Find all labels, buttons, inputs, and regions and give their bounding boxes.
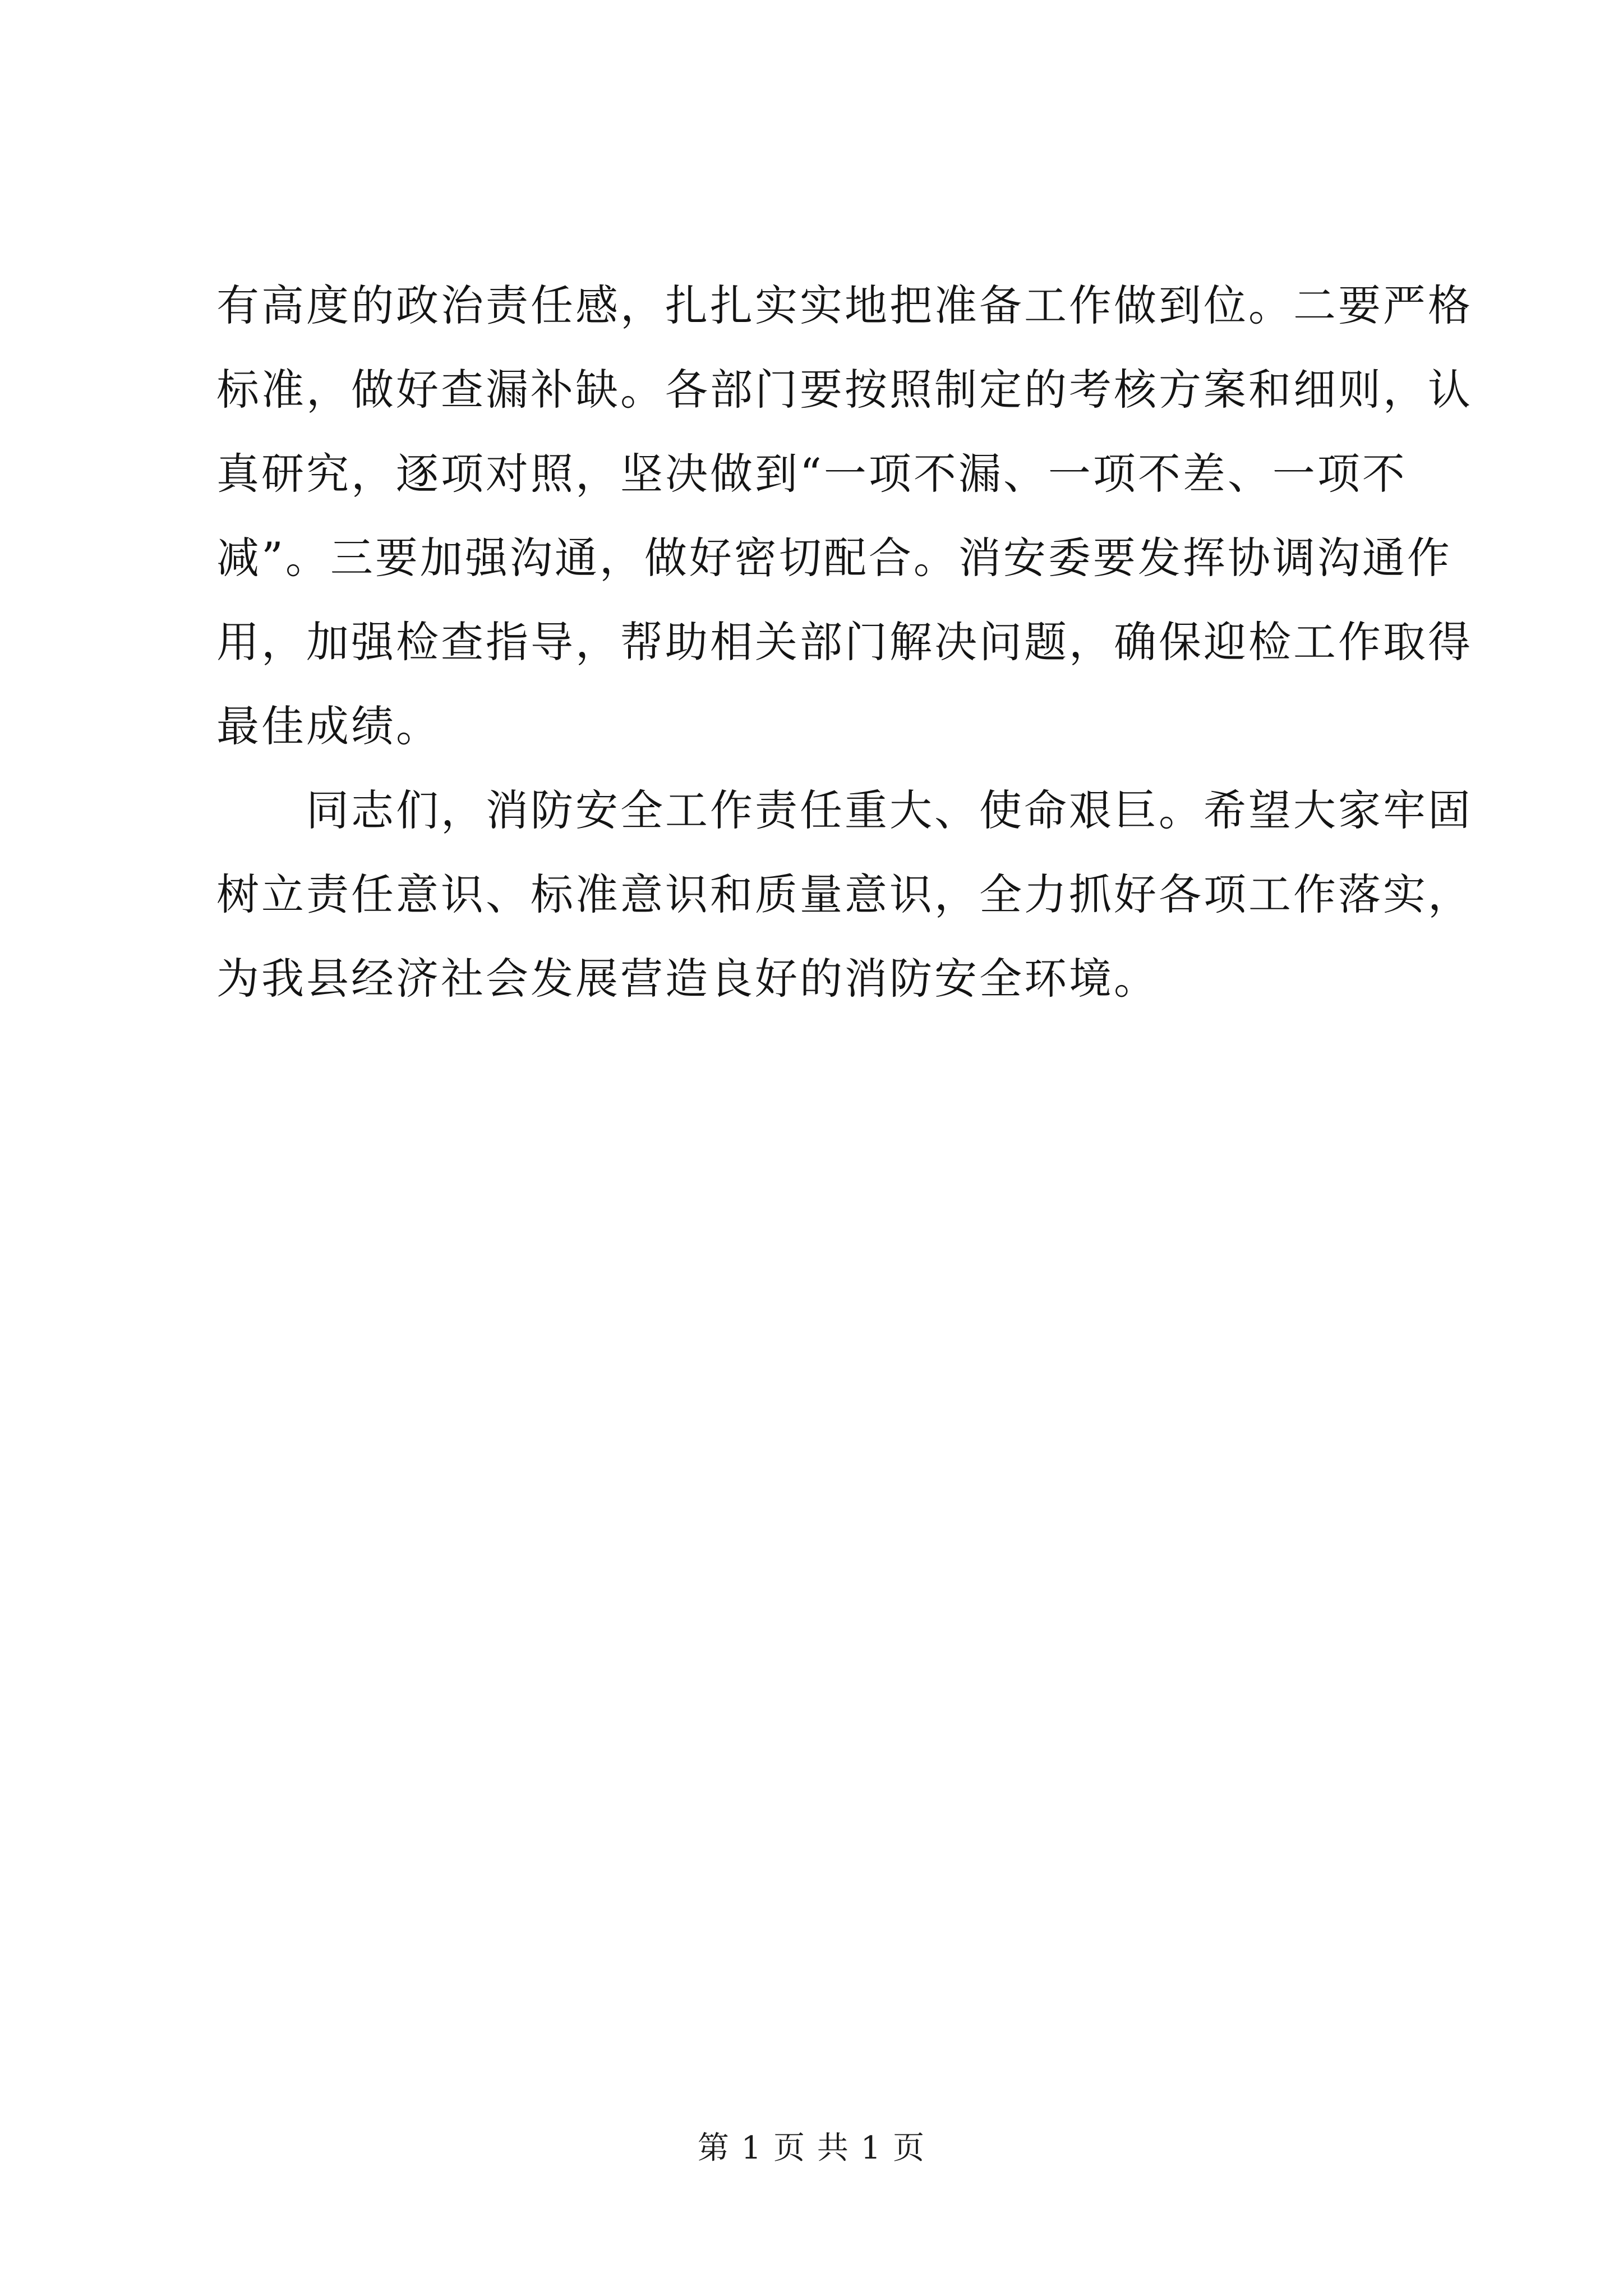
- page-number-footer: 第 1 页 共 1 页: [697, 2130, 926, 2166]
- body-line: 为我县经济社会发展营造良好的消防安全环境。: [216, 954, 1159, 1004]
- body-line: 最佳成绩。: [216, 701, 441, 751]
- body-line: 减”。三要加强沟通，做好密切配合。消安委要发挥协调沟通作: [216, 533, 1452, 583]
- body-line: 有高度的政治责任感，扎扎实实地把准备工作做到位。二要严格: [216, 280, 1473, 330]
- body-line: 标准，做好查漏补缺。各部门要按照制定的考核方案和细则，认: [216, 365, 1473, 415]
- body-line: 树立责任意识、标准意识和质量意识，全力抓好各项工作落实，: [216, 869, 1473, 919]
- body-line: 真研究，逐项对照，坚决做到“一项不漏、一项不差、一项不: [216, 449, 1407, 499]
- body-line: 用，加强检查指导，帮助相关部门解决问题，确保迎检工作取得: [216, 617, 1473, 667]
- document-body: [216, 264, 1473, 1021]
- body-line: 同志们，消防安全工作责任重大、使命艰巨。希望大家牢固: [216, 785, 1473, 835]
